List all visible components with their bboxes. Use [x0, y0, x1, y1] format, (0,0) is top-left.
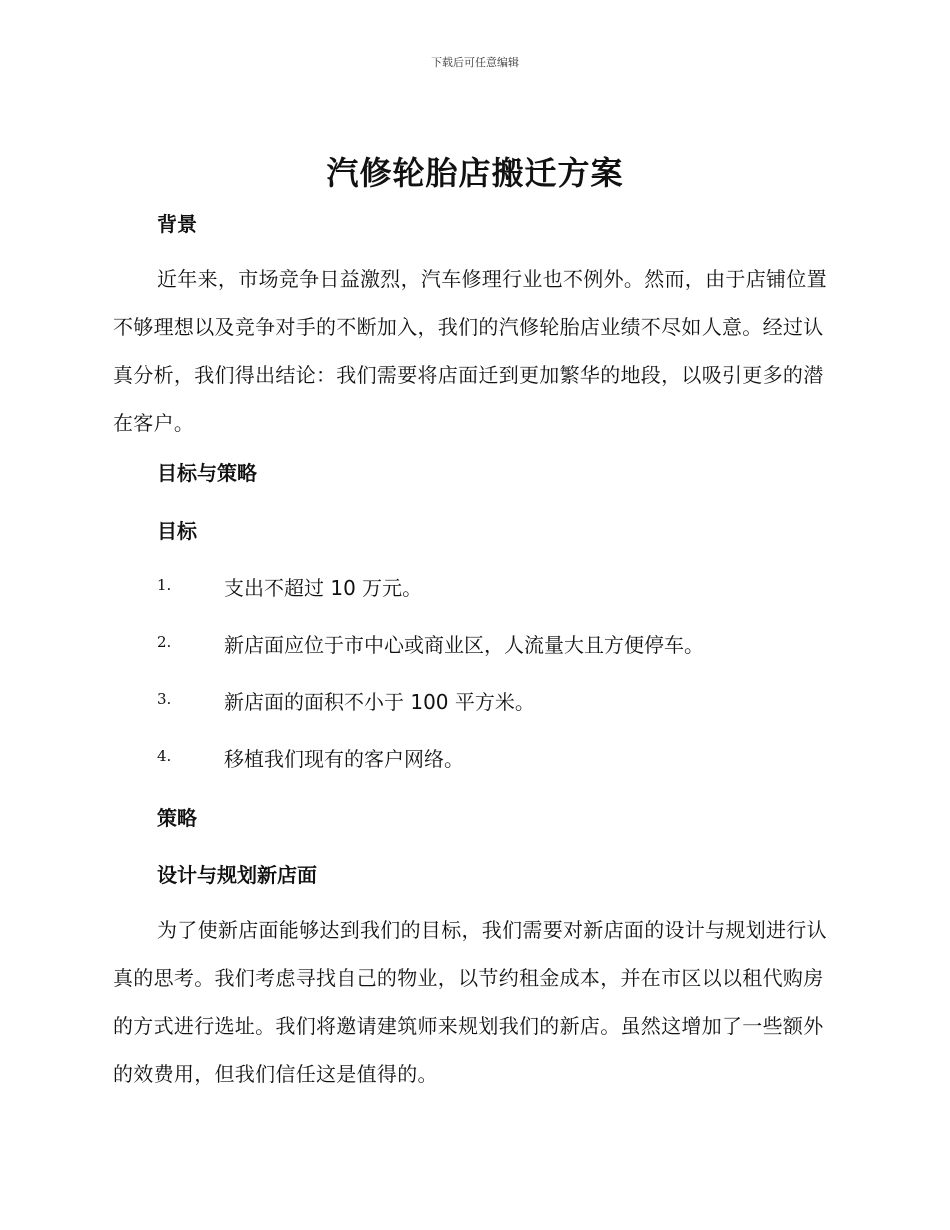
list-item — [157, 629, 837, 659]
list-item — [157, 743, 837, 773]
heading-background: 背景 — [157, 212, 197, 236]
list-number: 2. — [157, 633, 172, 651]
heading-strategy: 策略 — [157, 806, 197, 830]
heading-goals-strategy: 目标与策略 — [157, 461, 257, 485]
document-title: 汽修轮胎店搬迁方案 — [326, 154, 624, 192]
list-number: 4. — [157, 747, 172, 765]
list-text: 支出不超过 10 万元。 — [224, 576, 423, 600]
paragraph-design: 为了使新店面能够达到我们的目标，我们需要对新店面的设计与规划进行认真的思考。我们考虑寻找自己的物业，以节约租金成本，并在市区以以租代购房的方式进行选址。我们将邀请建筑师来规划我们的新店。虽然这增加了一些额外的效费用，但我们信任这是值得的。 — [113, 918, 827, 1086]
paragraph-background: 近年来，市场竞争日益激烈，汽车修理行业也不例外。然而，由于店铺位置不够理想以及竞争对手的不断加入，我们的汽修轮胎店业绩不尽如人意。经过认真分析，我们得出结论：我们需要将店面迁到更加繁华的地段，以吸引更多的潜在客户。 — [113, 267, 827, 435]
header-note: 下载后可任意编辑 — [431, 56, 519, 69]
list-item — [157, 572, 837, 602]
list-item — [157, 686, 837, 716]
list-text: 新店面应位于市中心或商业区，人流量大且方便停车。 — [224, 633, 704, 657]
heading-design: 设计与规划新店面 — [157, 863, 317, 887]
list-number: 3. — [157, 690, 172, 708]
list-number: 1. — [157, 576, 172, 594]
heading-goals: 目标 — [157, 519, 197, 543]
list-text: 移植我们现有的客户网络。 — [224, 747, 464, 771]
list-text: 新店面的面积不小于 100 平方米。 — [224, 690, 535, 714]
